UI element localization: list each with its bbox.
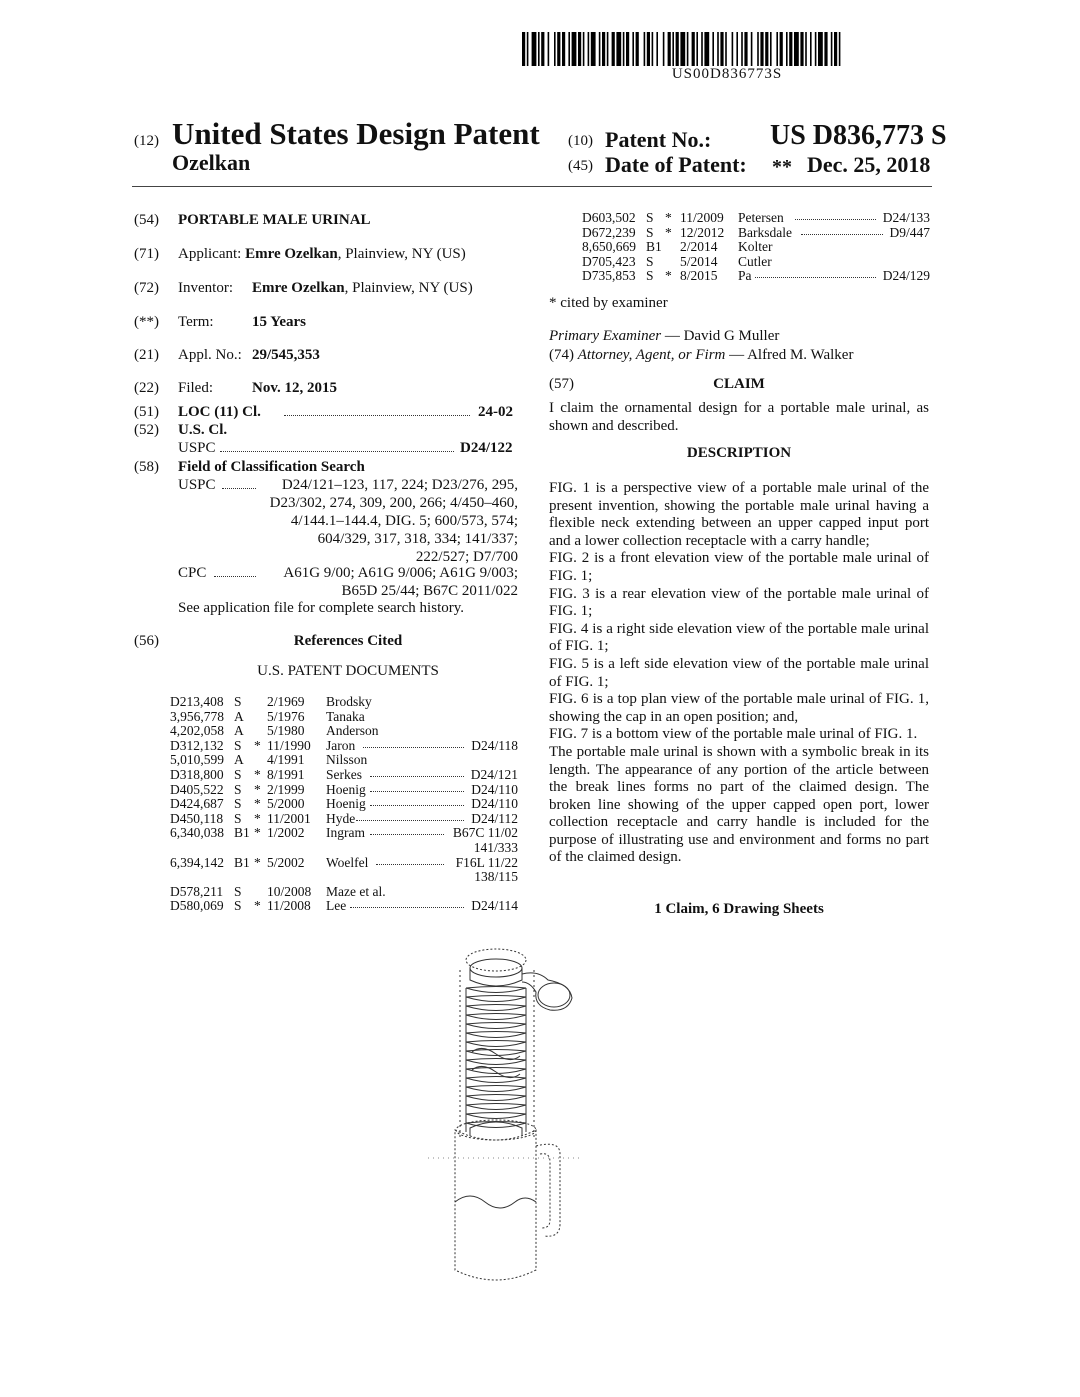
reference-star: * [254, 781, 261, 797]
reference-num: D735,853 [582, 268, 636, 284]
reference-kind: S [234, 767, 242, 782]
reference-row [552, 268, 932, 283]
reference-num: D672,239 [582, 224, 636, 240]
reference-cls: D24/110 [471, 781, 518, 797]
reference-date: 2/2014 [680, 239, 718, 255]
leader-dots [356, 811, 464, 821]
reference-kind: A [234, 723, 244, 739]
fig-5-description: FIG. 5 is a left side elevation view of the portable male urinal of FIG. 1; [549, 655, 929, 690]
code-51: (51) [134, 404, 159, 420]
reference-cls: D24/133 [882, 210, 930, 225]
reference-date: 4/1991 [267, 752, 305, 768]
reference-row [170, 796, 520, 811]
cpc-line: B65D 25/44; B67C 2011/022 [341, 583, 518, 599]
reference-name: Kolter [738, 239, 773, 255]
attorney-name: — Alfred M. Walker [725, 347, 854, 363]
reference-date: 11/2001 [267, 810, 311, 826]
reference-star: * [254, 737, 261, 753]
uspc-search-classes [250, 476, 518, 566]
applicant-name: Emre Ozelkan [245, 246, 338, 262]
reference-cls: 141/333 [473, 840, 518, 855]
reference-date: 8/2015 [680, 268, 718, 284]
term-value: 15 Years [252, 314, 307, 330]
reference-row [170, 825, 520, 840]
code-72: (72) [134, 280, 159, 296]
examiner-name: — David G Muller [661, 328, 780, 344]
reference-cls: 138/115 [474, 869, 518, 885]
reference-date: 11/1990 [267, 737, 311, 753]
reference-star: * [254, 810, 261, 826]
examiner-line [549, 327, 779, 345]
us-cl-label: U.S. Cl. [178, 422, 228, 438]
reference-num: D603,502 [582, 210, 636, 225]
leader-dots [220, 441, 454, 452]
reference-kind: S [646, 268, 654, 284]
leader-dots [370, 767, 465, 777]
reference-name: Jaron [326, 737, 356, 753]
reference-cls: D24/121 [470, 767, 518, 782]
reference-row [170, 767, 520, 782]
reference-star: * [665, 224, 672, 240]
reference-num: D312,132 [170, 737, 224, 753]
reference-name: Serkes [326, 767, 362, 782]
fig-6-description: FIG. 6 is a top plan view of the portable male urinal of FIG. 1, showing the cap in an open position; and, [549, 691, 929, 725]
patent-number: US D836,773 S [770, 120, 947, 151]
reference-name: Tanaka [326, 708, 365, 724]
reference-kind: B1 [646, 239, 662, 255]
reference-star: * [254, 796, 261, 812]
reference-name: Anderson [326, 723, 379, 739]
fig-3-description: FIG. 3 is a rear elevation view of the portable male urinal of FIG. 1; [549, 585, 929, 620]
uspc-search-label: USPC [178, 477, 216, 493]
claim-title: CLAIM [713, 376, 765, 392]
patent-date: Dec. 25, 2018 [807, 152, 931, 177]
reference-num: 6,340,038 [170, 825, 224, 841]
description-title: DESCRIPTION [686, 445, 792, 461]
reference-row [170, 752, 520, 767]
appl-label: Appl. No.: [178, 347, 242, 363]
fig-2-description: FIG. 2 is a front elevation view of the portable male urinal of FIG. 1; [549, 550, 929, 584]
reference-num: D213,408 [170, 694, 224, 709]
reference-kind: S [234, 898, 242, 914]
reference-kind: B1 [234, 854, 250, 870]
reference-num: 8,650,669 [582, 239, 636, 255]
leader-dots [363, 738, 464, 748]
patent-no-label: Patent No.: [605, 127, 712, 152]
reference-kind: S [646, 253, 654, 269]
code-57: (57) [549, 376, 574, 392]
attorney-label: Attorney, Agent, or Firm [577, 347, 726, 363]
applicant-label: Applicant: [178, 246, 242, 262]
leader-dots [801, 225, 883, 235]
reference-kind: S [234, 737, 242, 753]
portable-urinal-drawing [420, 940, 600, 1310]
code-56: (56) [134, 633, 159, 649]
inventor-name: Emre Ozelkan [252, 280, 345, 296]
reference-row [170, 884, 520, 899]
reference-name: Ingram [326, 825, 365, 841]
reference-name: Woelfel [326, 854, 369, 870]
reference-date: 2/1969 [267, 694, 305, 709]
field-search-label: Field of Classification Search [178, 459, 365, 475]
reference-num: D580,069 [170, 898, 224, 914]
inventor-location: , Plainview, NY (US) [344, 280, 473, 296]
reference-date: 8/1991 [267, 767, 305, 782]
reference-num: 5,010,599 [170, 752, 224, 768]
leader-dots [214, 566, 256, 577]
reference-num: 6,394,142 [170, 854, 224, 870]
patent-type: United States Design Patent [172, 116, 540, 151]
us-documents-title: U.S. PATENT DOCUMENTS [257, 663, 439, 679]
code-58: (58) [134, 459, 159, 475]
uspc-search-line: D23/302, 274, 309, 200, 266; 4/450–460, [269, 495, 518, 511]
description-body [549, 480, 929, 867]
reference-cls: D24/129 [882, 268, 930, 284]
filed-label: Filed: [178, 380, 214, 396]
reference-row [552, 210, 932, 225]
reference-name: Brodsky [326, 694, 372, 709]
reference-num: D405,522 [170, 781, 224, 797]
break-description: The portable male urinal is shown with a symbolic break in its length. The appearance of any portion of the article between the break lines forms no part of the claimed design. The broken line showing of the upper capped open port, lower collection receptacle and carry handle is included for the purpose of illustrating use and environment and forms no part of the claimed design. [549, 743, 929, 866]
reference-name: Cutler [738, 253, 772, 269]
reference-kind: B1 [234, 825, 250, 841]
reference-kind: A [234, 708, 244, 724]
reference-star: * [254, 854, 261, 870]
loc-label: LOC (11) Cl. [178, 404, 261, 420]
applicant-location: , Plainview, NY (US) [337, 246, 466, 262]
reference-kind: S [646, 210, 654, 225]
cited-by-examiner: * cited by examiner [549, 295, 668, 311]
reference-date: 2/1999 [267, 781, 305, 797]
cpc-label: CPC [178, 565, 207, 581]
inventor-short: Ozelkan [172, 150, 251, 175]
uspc-value: D24/122 [460, 440, 513, 456]
code-12: (12) [134, 133, 159, 149]
leader-dots [795, 210, 877, 220]
applicant-line [178, 245, 466, 263]
reference-cls: D24/118 [471, 737, 518, 753]
leader-dots [755, 268, 876, 278]
code-21: (21) [134, 347, 159, 363]
leader-dots [376, 855, 444, 865]
see-application: See application file for complete search history. [178, 600, 465, 616]
reference-date: 12/2012 [680, 224, 725, 240]
reference-cls: D9/447 [889, 224, 930, 240]
reference-cls: D24/114 [471, 898, 518, 914]
reference-num: D450,118 [170, 810, 224, 826]
reference-row [170, 694, 520, 709]
date-label: Date of Patent: [605, 152, 747, 177]
reference-num: D705,423 [582, 253, 636, 269]
reference-kind: S [234, 883, 242, 899]
reference-kind: S [234, 796, 242, 812]
reference-name: Hoenig [326, 781, 366, 797]
code-term: (**) [134, 314, 159, 330]
reference-star: * [254, 825, 261, 841]
cpc-line: A61G 9/00; A61G 9/006; A61G 9/003; [283, 565, 518, 581]
reference-num: D578,211 [170, 883, 224, 899]
reference-row [552, 239, 932, 254]
loc-value: 24-02 [478, 404, 513, 420]
code-45: (45) [568, 158, 593, 174]
appl-number: 29/545,353 [252, 347, 320, 363]
fig-4-description: FIG. 4 is a right side elevation view of the portable male urinal of FIG. 1; [549, 620, 929, 655]
code-52: (52) [134, 422, 159, 438]
code-74: (74) [549, 347, 574, 363]
reference-date: 5/2000 [267, 796, 305, 812]
attorney-line [549, 346, 853, 364]
reference-cls: D24/110 [471, 796, 518, 812]
reference-kind: S [646, 224, 654, 240]
reference-cls: D24/112 [471, 810, 518, 826]
reference-row [170, 738, 520, 753]
code-10: (10) [568, 133, 593, 149]
reference-name: Pa [738, 268, 752, 284]
reference-kind: A [234, 752, 244, 768]
examiner-label: Primary Examiner [549, 328, 662, 344]
title: PORTABLE MALE URINAL [178, 212, 371, 228]
reference-kind: S [234, 694, 242, 709]
uspc-search-line: 222/527; D7/700 [415, 549, 518, 565]
reference-row [170, 723, 520, 738]
reference-star: * [665, 210, 672, 225]
reference-name: Petersen [738, 210, 784, 225]
leader-dots [370, 782, 465, 792]
reference-row [170, 855, 520, 870]
reference-row [170, 840, 520, 855]
reference-name: Barksdale [738, 224, 792, 240]
reference-cls: F16L 11/22 [455, 854, 518, 870]
term-label: Term: [178, 314, 214, 330]
inventor-line [252, 279, 473, 297]
reference-date: 1/2002 [267, 825, 305, 841]
fig-7-description: FIG. 7 is a bottom view of the portable male urinal of FIG. 1. [549, 726, 918, 743]
uspc-search-line: D24/121–123, 117, 224; D23/276, 295, [281, 477, 518, 493]
leader-dots [284, 405, 470, 416]
reference-num: D318,800 [170, 767, 224, 782]
uspc-search-line: 4/144.1–144.4, DIG. 5; 600/573, 574; [290, 513, 518, 529]
header-rule [132, 186, 932, 187]
reference-date: 11/2009 [680, 210, 724, 225]
barcode [522, 32, 932, 66]
leader-dots [370, 796, 465, 806]
reference-date: 5/1980 [267, 723, 305, 739]
reference-cls: B67C 11/02 [452, 825, 518, 841]
references-title: References Cited [293, 633, 403, 649]
reference-name: Maze et al. [326, 883, 386, 899]
reference-kind: S [234, 781, 242, 797]
reference-date: 5/2014 [680, 253, 718, 269]
reference-date: 5/1976 [267, 708, 305, 724]
reference-row [170, 782, 520, 797]
uspc-search-line: 604/329, 317, 318, 334; 141/337; [317, 531, 518, 547]
inventor-label: Inventor: [178, 280, 233, 296]
reference-num: 3,956,778 [170, 708, 224, 724]
reference-row [170, 811, 520, 826]
claim-text: I claim the ornamental design for a portable male urinal, as shown and described. [549, 400, 929, 434]
reference-row [170, 898, 520, 913]
code-54: (54) [134, 212, 159, 228]
reference-date: 10/2008 [267, 883, 312, 899]
code-22: (22) [134, 380, 159, 396]
reference-date: 5/2002 [267, 854, 305, 870]
reference-name: Nilsson [326, 752, 368, 768]
reference-name: Lee [326, 898, 347, 914]
claims-sheets: 1 Claim, 6 Drawing Sheets [654, 901, 824, 917]
reference-row [170, 709, 520, 724]
reference-kind: S [234, 810, 242, 826]
filed-date: Nov. 12, 2015 [252, 380, 338, 396]
reference-star: * [254, 898, 261, 914]
barcode-number: US00D836773S [671, 66, 783, 82]
reference-row [552, 225, 932, 240]
reference-row [170, 869, 520, 884]
reference-date: 11/2008 [267, 898, 311, 914]
reference-name: Hyde [326, 810, 356, 826]
reference-star: * [254, 767, 261, 782]
code-71: (71) [134, 246, 159, 262]
reference-row [552, 254, 932, 269]
reference-num: D424,687 [170, 796, 224, 812]
reference-name: Hoenig [326, 796, 366, 812]
reference-star: * [665, 268, 672, 284]
reference-num: 4,202,058 [170, 723, 224, 739]
fig-1-description: FIG. 1 is a perspective view of a portable male urinal of the present invention, showing the portable male urinal having a flexible neck extending between an upper capped input port and a lower collection receptacle with a carry handle; [549, 480, 929, 549]
uspc-label: USPC [178, 440, 216, 456]
leader-dots [370, 825, 444, 835]
date-mark: ** [772, 156, 792, 178]
leader-dots [350, 898, 465, 908]
cpc-classes [258, 564, 518, 600]
